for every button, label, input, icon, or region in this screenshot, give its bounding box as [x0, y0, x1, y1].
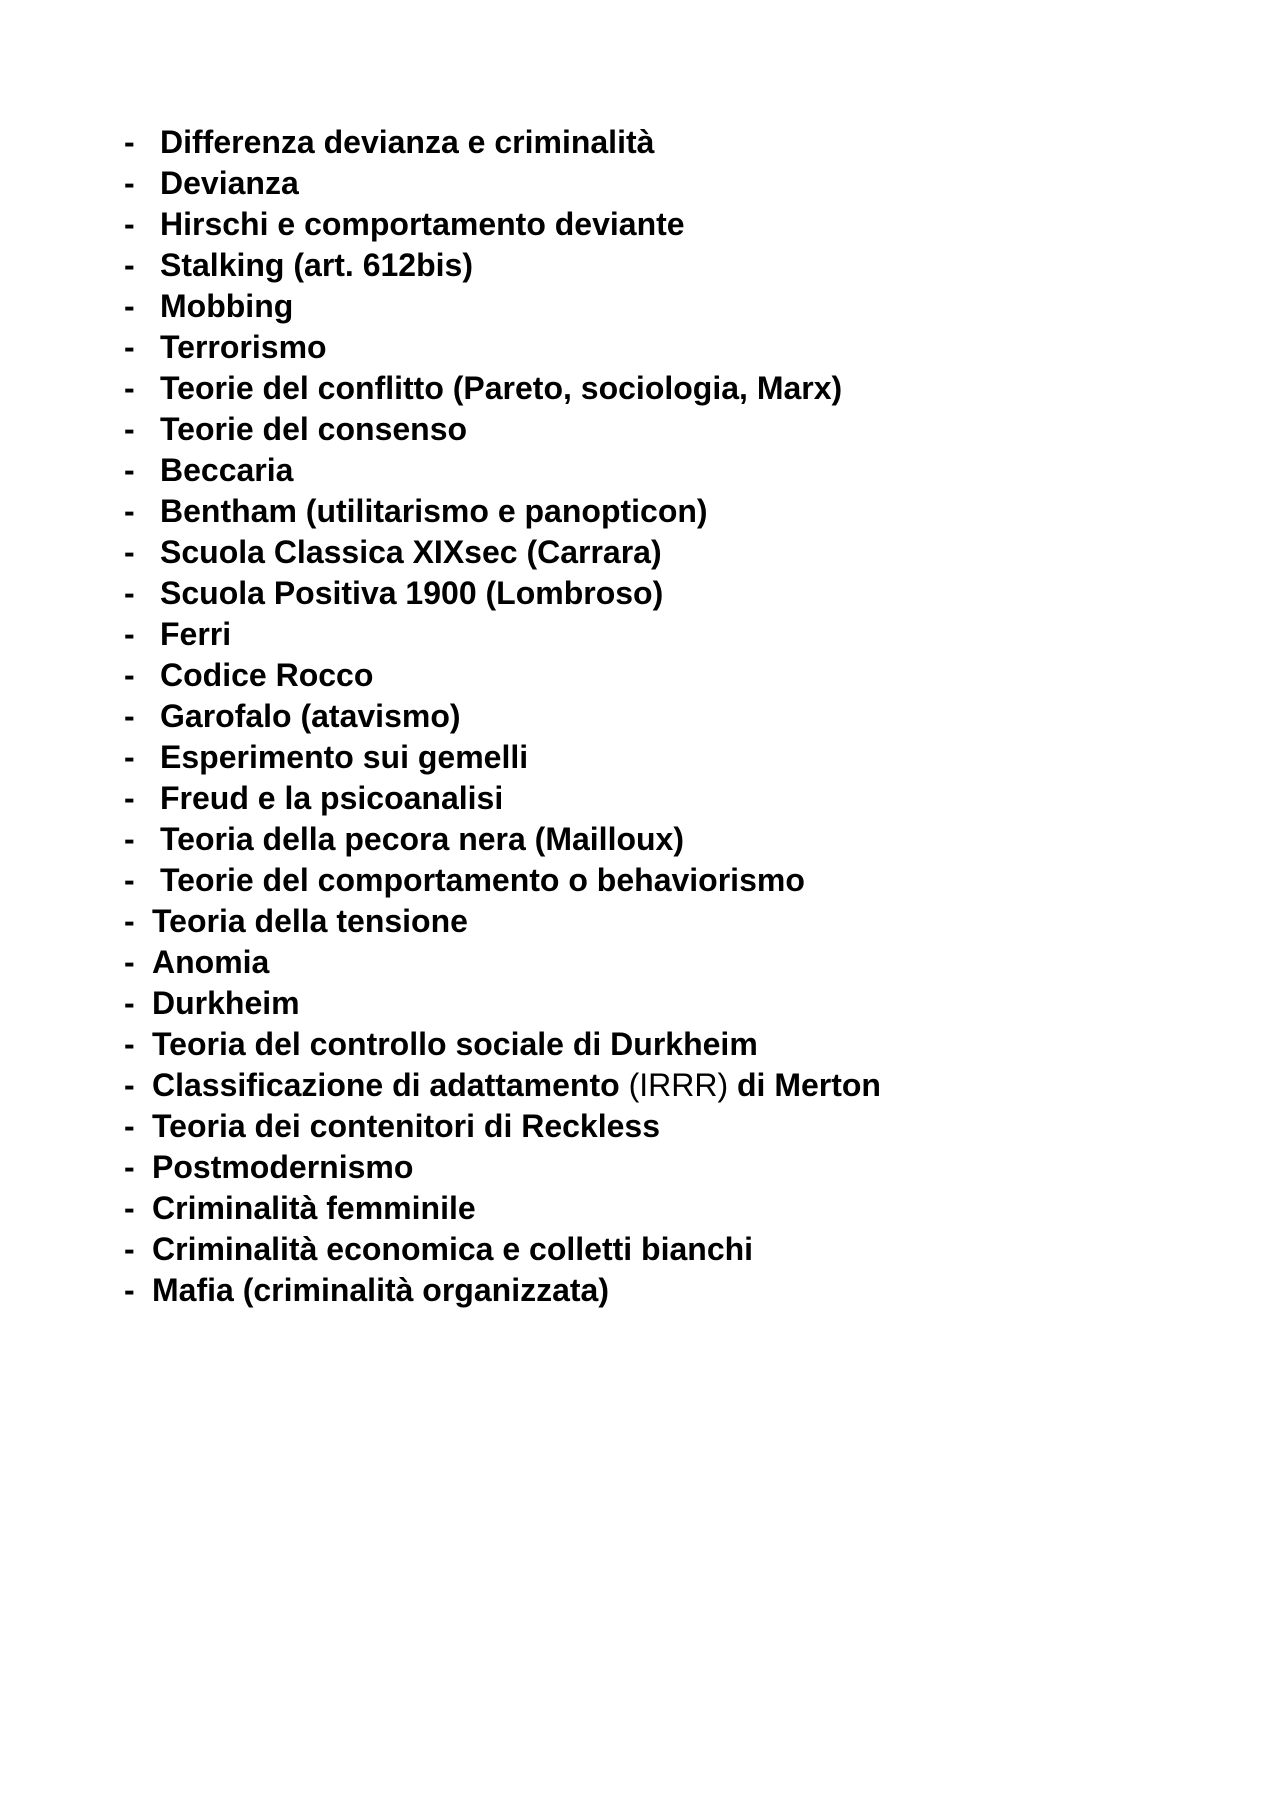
bullet-dash: -: [124, 165, 135, 201]
list-item-text-part: di Merton: [728, 1067, 881, 1103]
bullet-dash: -: [124, 821, 135, 857]
bullet-dash: -: [124, 370, 135, 406]
list-item-text: Teoria della pecora nera (Mailloux): [160, 821, 684, 857]
list-item-text: Freud e la psicoanalisi: [160, 780, 504, 816]
list-item-text-light: (IRRR): [628, 1067, 729, 1103]
list-item: [124, 901, 881, 942]
list-item-text-part: Classificazione di adattamento: [152, 1067, 629, 1103]
bullet-dash: -: [124, 206, 135, 242]
bullet-dash: -: [124, 739, 135, 775]
list-item: [124, 204, 881, 245]
bullet-dash: -: [124, 944, 135, 980]
list-item: [124, 1229, 881, 1270]
bullet-dash: -: [124, 657, 135, 693]
list-item: [124, 696, 881, 737]
list-item: [124, 1106, 881, 1147]
bullet-dash: -: [124, 616, 135, 652]
topic-list: [124, 122, 881, 1311]
list-item-text: Teorie del comportamento o behaviorismo: [160, 862, 805, 898]
list-item: [124, 655, 881, 696]
list-item: [124, 286, 881, 327]
list-item-text: Scuola Positiva 1900 (Lombroso): [160, 575, 664, 611]
list-item: [124, 409, 881, 450]
bullet-dash: -: [124, 1108, 135, 1144]
bullet-dash: -: [124, 493, 135, 529]
list-item-text: Beccaria: [160, 452, 294, 488]
bullet-dash: -: [124, 1067, 135, 1103]
list-item-text: Bentham (utilitarismo e panopticon): [160, 493, 708, 529]
list-item-text: Teoria dei contenitori di Reckless: [152, 1108, 660, 1144]
bullet-dash: -: [124, 985, 135, 1021]
list-item-text: Anomia: [152, 944, 270, 980]
list-item-text: Teoria del controllo sociale di Durkheim: [152, 1026, 758, 1062]
list-item: [124, 532, 881, 573]
bullet-dash: -: [124, 534, 135, 570]
bullet-dash: -: [124, 903, 135, 939]
list-item: [124, 573, 881, 614]
list-item: [124, 122, 881, 163]
list-item: [124, 450, 881, 491]
bullet-dash: -: [124, 698, 135, 734]
bullet-dash: -: [124, 124, 135, 160]
list-item-text: Mafia (criminalità organizzata): [152, 1272, 609, 1308]
list-item: [124, 1270, 881, 1311]
list-item: [124, 942, 881, 983]
list-item: [124, 819, 881, 860]
list-item-text: Ferri: [160, 616, 232, 652]
list-item-text: Postmodernismo: [152, 1149, 414, 1185]
list-item: [124, 163, 881, 204]
bullet-dash: -: [124, 411, 135, 447]
list-item-text: Stalking (art. 612bis): [160, 247, 473, 283]
bullet-dash: -: [124, 862, 135, 898]
list-item: [124, 860, 881, 901]
list-item-text: Terrorismo: [160, 329, 327, 365]
list-item-text: Esperimento sui gemelli: [160, 739, 529, 775]
bullet-dash: -: [124, 1231, 135, 1267]
bullet-dash: -: [124, 1149, 135, 1185]
list-item-text: Garofalo (atavismo): [160, 698, 461, 734]
list-item-text: Hirschi e comportamento deviante: [160, 206, 685, 242]
bullet-dash: -: [124, 247, 135, 283]
list-item: [124, 1188, 881, 1229]
list-item: [124, 983, 881, 1024]
bullet-dash: -: [124, 575, 135, 611]
list-item: [124, 368, 881, 409]
list-item-text: Teoria della tensione: [152, 903, 468, 939]
list-item-text: Codice Rocco: [160, 657, 374, 693]
list-item: [124, 737, 881, 778]
list-item-text: Criminalità economica e colletti bianchi: [152, 1231, 754, 1267]
list-item-text: Teorie del consenso: [160, 411, 468, 447]
list-item-text: Mobbing: [160, 288, 294, 324]
bullet-dash: -: [124, 1190, 135, 1226]
bullet-dash: -: [124, 288, 135, 324]
list-item: [124, 614, 881, 655]
list-item-text: Teorie del conflitto (Pareto, sociologia, Marx): [160, 370, 843, 406]
bullet-dash: -: [124, 780, 135, 816]
list-item: [124, 491, 881, 532]
list-item: [124, 327, 881, 368]
list-item-text: Devianza: [160, 165, 299, 201]
list-item-text: [152, 1065, 881, 1106]
bullet-dash: -: [124, 1026, 135, 1062]
list-item: [124, 778, 881, 819]
list-item-text: Durkheim: [152, 985, 300, 1021]
list-item-text: Differenza devianza e criminalità: [160, 124, 655, 160]
list-item-text: Scuola Classica XIXsec (Carrara): [160, 534, 662, 570]
list-item-text: Criminalità femminile: [152, 1190, 476, 1226]
list-item: [124, 1065, 881, 1106]
bullet-dash: -: [124, 452, 135, 488]
bullet-dash: -: [124, 329, 135, 365]
list-item: [124, 1024, 881, 1065]
list-item: [124, 1147, 881, 1188]
bullet-dash: -: [124, 1272, 135, 1308]
list-item: [124, 245, 881, 286]
